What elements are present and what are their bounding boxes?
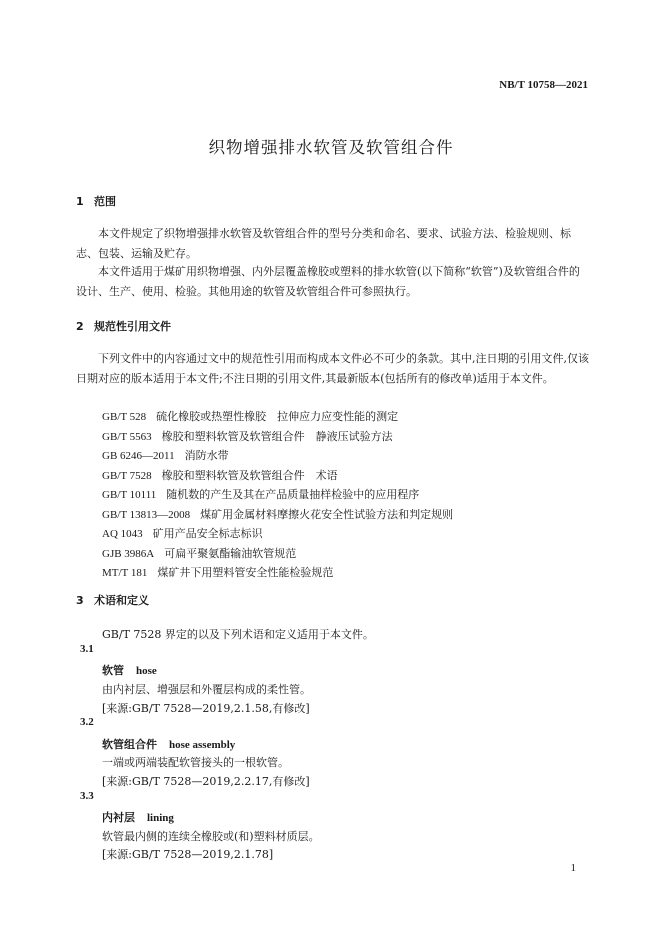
- reference-item: [102, 564, 333, 580]
- reference-title: 消防水带: [184, 449, 229, 462]
- reference-item: [102, 428, 393, 444]
- term-name-zh: 软管组合件: [102, 738, 157, 751]
- reference-title: 可扁平聚氨酯输油软管规范: [164, 547, 297, 560]
- reference-code: AQ 1043: [102, 528, 143, 540]
- term-number: 3.3: [80, 790, 94, 802]
- reference-code: GB/T 528: [102, 411, 147, 423]
- reference-item: [102, 506, 453, 522]
- reference-code: MT/T 181: [102, 567, 148, 579]
- section-heading-terms: [76, 592, 149, 608]
- section-number: 2: [76, 320, 84, 333]
- section-number: 3: [76, 594, 84, 607]
- term-source: [来源:GB/T 7528—2019,2.1.58,有修改]: [102, 702, 310, 715]
- term-name-zh: 软管: [102, 664, 124, 677]
- term-name: [102, 662, 157, 678]
- reference-title: 煤矿用金属材料摩擦火花安全性试验方法和判定规则: [200, 508, 454, 521]
- reference-code: GB/T 7528: [102, 470, 152, 482]
- term-name-zh: 内衬层: [102, 811, 135, 824]
- page-number: 1: [570, 862, 576, 874]
- reference-code: GB 6246—2011: [102, 450, 175, 462]
- reference-code: GJB 3986A: [102, 548, 155, 560]
- scope-paragraph-1: 本文件规定了织物增强排水软管及软管组合件的型号分类和命名、要求、试验方法、检验规则、标志、包装、运输及贮存。: [76, 227, 571, 260]
- terms-intro: GB/T 7528 界定的以及下列术语和定义适用于本文件。: [102, 628, 374, 641]
- reference-title: 硫化橡胶或热塑性橡胶 拉伸应力应变性能的测定: [156, 410, 399, 423]
- section-heading-scope: [76, 193, 116, 209]
- section-title: 术语和定义: [94, 594, 149, 607]
- term-name: [102, 809, 174, 825]
- normative-intro: 下列文件中的内容通过文中的规范性引用而构成本文件必不可少的条款。其中,注日期的引用文件,仅该日期对应的版本适用于本文件;不注日期的引用文件,其最新版本(包括所有的修改单)适用于本文件。: [76, 352, 589, 385]
- term-definition: 由内衬层、增强层和外覆层构成的柔性管。: [102, 683, 311, 696]
- term-source: [来源:GB/T 7528—2019,2.2.17,有修改]: [102, 775, 310, 788]
- page-title: 织物增强排水软管及软管组合件: [208, 138, 454, 157]
- reference-item: [102, 486, 419, 502]
- reference-title: 随机数的产生及其在产品质量抽样检验中的应用程序: [166, 488, 420, 501]
- reference-title: 煤矿井下用塑料管安全性能检验规范: [157, 566, 334, 579]
- reference-code: GB/T 5563: [102, 431, 152, 443]
- reference-item: [102, 545, 296, 561]
- reference-code: GB/T 13813—2008: [102, 509, 191, 521]
- term-definition: 软管最内侧的连续全橡胶或(和)塑料材质层。: [102, 830, 320, 843]
- scope-paragraph-2: 本文件适用于煤矿用织物增强、内外层覆盖橡胶或塑料的排水软管(以下简称“软管”)及软管组合件的设计、生产、使用、检验。其他用途的软管及软管组合件可参照执行。: [76, 265, 580, 298]
- reference-title: 橡胶和塑料软管及软管组合件 术语: [161, 469, 338, 482]
- term-name-en: hose assembly: [169, 739, 236, 751]
- reference-item: [102, 447, 229, 463]
- reference-title: 橡胶和塑料软管及软管组合件 静液压试验方法: [161, 430, 393, 443]
- reference-item: [102, 408, 398, 424]
- term-number: 3.2: [80, 716, 94, 728]
- term-number: 3.1: [80, 643, 94, 655]
- section-title: 规范性引用文件: [94, 320, 171, 333]
- term-name: [102, 736, 235, 752]
- reference-title: 矿用产品安全标志标识: [152, 527, 263, 540]
- term-name-en: lining: [147, 812, 174, 824]
- section-number: 1: [76, 195, 84, 208]
- reference-code: GB/T 10111: [102, 489, 157, 501]
- term-definition: 一端或两端装配软管接头的一根软管。: [102, 756, 289, 769]
- term-name-en: hose: [136, 665, 157, 677]
- document-code: NB/T 10758—2021: [499, 79, 588, 91]
- section-title: 范围: [94, 195, 116, 208]
- section-heading-normative: [76, 318, 171, 334]
- reference-item: [102, 467, 338, 483]
- reference-item: [102, 525, 263, 541]
- term-source: [来源:GB/T 7528—2019,2.1.78]: [102, 848, 274, 861]
